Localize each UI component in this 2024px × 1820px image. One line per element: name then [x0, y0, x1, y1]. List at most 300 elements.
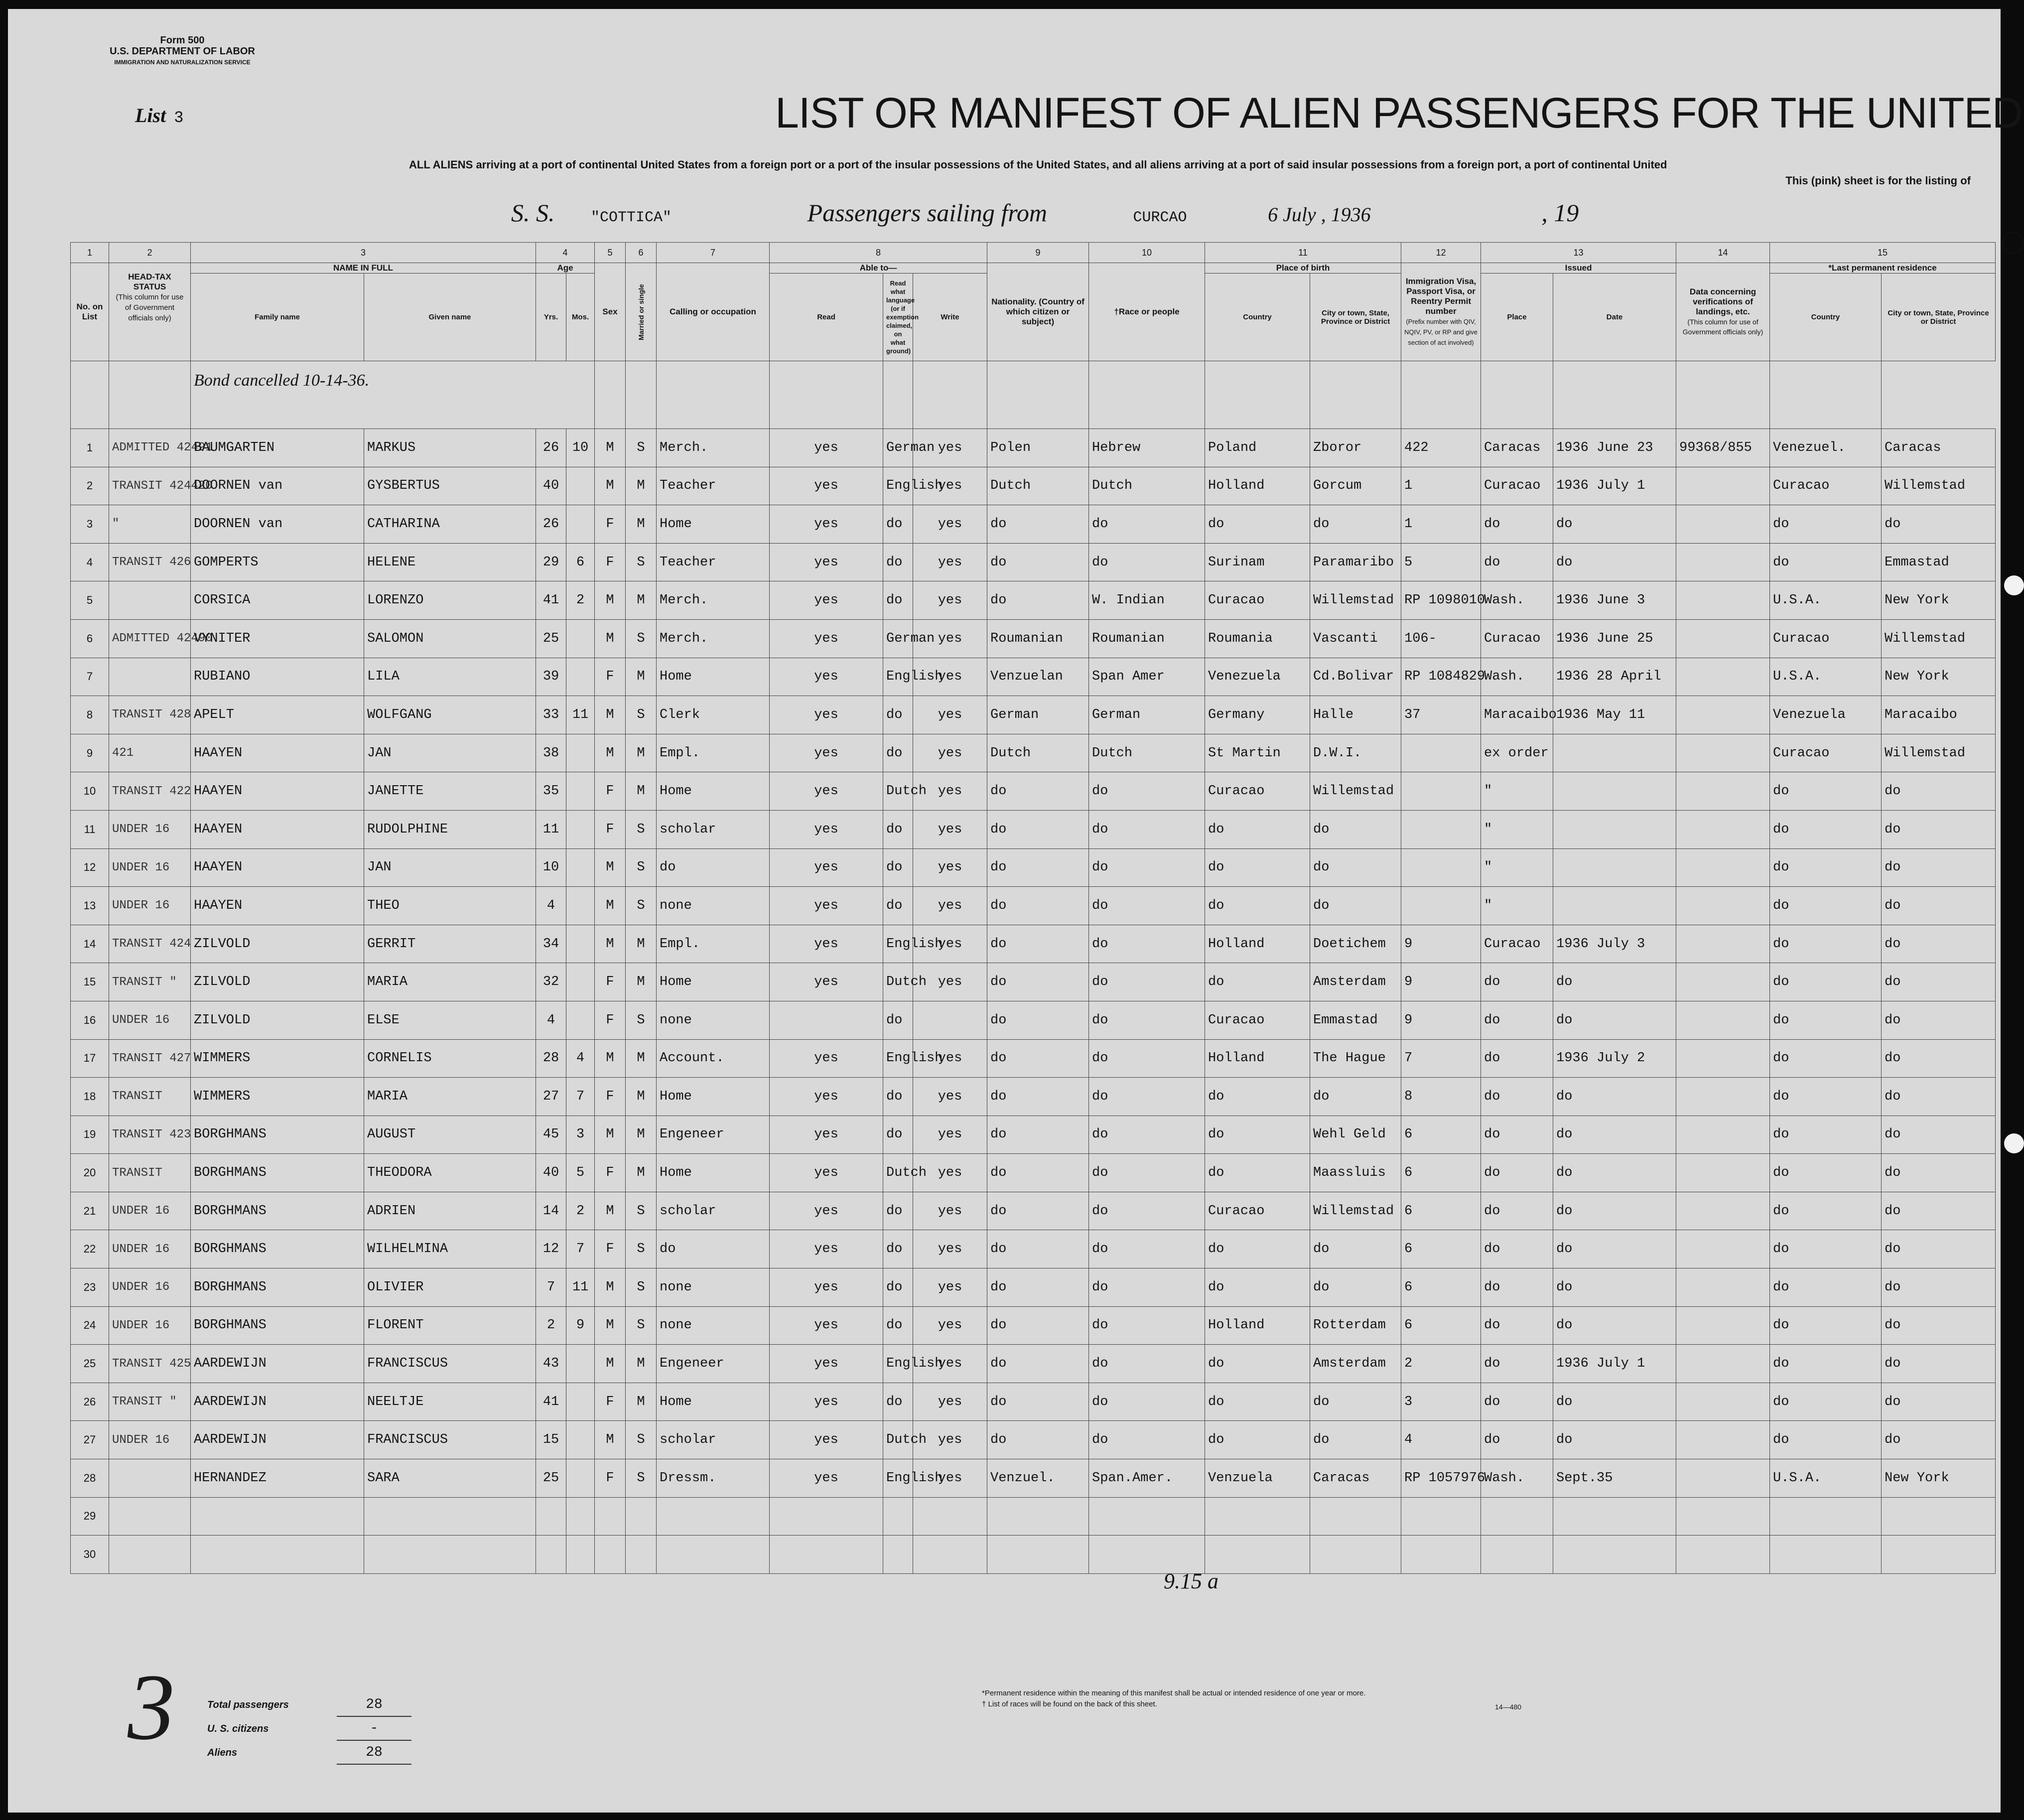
given-name: NEELTJE — [364, 1383, 536, 1421]
issued-date — [1553, 772, 1676, 811]
passenger-row — [71, 429, 1996, 467]
visa-number: 6 — [1401, 1306, 1481, 1345]
nationality: do — [987, 1078, 1089, 1116]
birth-city: Willemstad — [1310, 1192, 1401, 1230]
birth-city: do — [1310, 887, 1401, 925]
pink-sheet-note: This (pink) sheet is for the listing of — [1785, 174, 1971, 187]
issued-place: " — [1481, 810, 1553, 848]
visa-number: 1 — [1401, 505, 1481, 544]
issued-place: do — [1481, 1383, 1553, 1421]
residence-city: do — [1882, 1345, 1996, 1383]
col-num: 5 — [595, 243, 626, 263]
residence-country: do — [1770, 1154, 1882, 1192]
landing-data — [1676, 734, 1770, 772]
visa-number — [1401, 887, 1481, 925]
binder-hole — [2002, 232, 2024, 254]
passenger-row — [71, 1192, 1996, 1230]
col-num: 9 — [987, 243, 1089, 263]
race: do — [1089, 963, 1205, 1001]
visa-number: 6 — [1401, 1116, 1481, 1154]
given-name: WOLFGANG — [364, 696, 536, 734]
visa-note: (Prefix number with QIV, NQIV, PV, or RP and give section of act involved) — [1404, 317, 1478, 346]
visa-number: 3 — [1401, 1383, 1481, 1421]
head-tax-status — [109, 581, 191, 620]
race — [1089, 1536, 1205, 1574]
residence-country: Venezuel. — [1770, 429, 1882, 467]
sex: F — [595, 963, 626, 1001]
read-language: do — [883, 505, 913, 544]
given-name: SALOMON — [364, 619, 536, 658]
residence-country: do — [1770, 1268, 1882, 1307]
passenger-row — [71, 772, 1996, 811]
aliens-label: Aliens — [207, 1747, 238, 1758]
family-name: AARDEWIJN — [191, 1345, 364, 1383]
birth-city: do — [1310, 1078, 1401, 1116]
can-read: yes — [770, 1421, 883, 1459]
age-years: 10 — [536, 848, 566, 887]
given-name: CATHARINA — [364, 505, 536, 544]
visa-number: 9 — [1401, 925, 1481, 963]
nationality: Dutch — [987, 467, 1089, 505]
sex: F — [595, 1001, 626, 1039]
list-label: List — [135, 104, 166, 127]
can-write: yes — [913, 505, 987, 544]
read-language: do — [883, 1001, 913, 1039]
birth-country: do — [1205, 810, 1310, 848]
issued-date — [1553, 1497, 1676, 1536]
head-tax-status: UNDER 16 — [109, 848, 191, 887]
age-years: 7 — [536, 1268, 566, 1307]
landing-data — [1676, 1345, 1770, 1383]
occupation: Engeneer — [657, 1345, 770, 1383]
col-num: 4 — [536, 243, 595, 263]
issued-date: 1936 June 3 — [1553, 581, 1676, 620]
visa-number: 6 — [1401, 1268, 1481, 1307]
row-number: 10 — [71, 772, 109, 811]
passenger-row — [71, 1154, 1996, 1192]
passenger-row — [71, 1306, 1996, 1345]
race: W. Indian — [1089, 581, 1205, 620]
landing-data — [1676, 1154, 1770, 1192]
marital-status: S — [626, 619, 657, 658]
visa-number: 6 — [1401, 1192, 1481, 1230]
can-read: yes — [770, 1383, 883, 1421]
family-name: AARDEWIJN — [191, 1383, 364, 1421]
sex: F — [595, 505, 626, 544]
issued-place: " — [1481, 887, 1553, 925]
age-years — [536, 1536, 566, 1574]
can-write: yes — [913, 1192, 987, 1230]
can-write: yes — [913, 1459, 987, 1498]
landing-data — [1676, 1306, 1770, 1345]
can-read: yes — [770, 696, 883, 734]
age-months — [566, 619, 595, 658]
head-tax-status: ADMITTED 42490 — [109, 619, 191, 658]
read-language: Dutch — [883, 1154, 913, 1192]
can-read: yes — [770, 887, 883, 925]
age-months: 10 — [566, 429, 595, 467]
marital-status: M — [626, 734, 657, 772]
read-language: do — [883, 696, 913, 734]
issued-date: do — [1553, 1116, 1676, 1154]
issued-place: " — [1481, 848, 1553, 887]
given-name: RUDOLPHINE — [364, 810, 536, 848]
page-title: LIST OR MANIFEST OF ALIEN PASSENGERS FOR THE UNITED — [775, 89, 2023, 137]
can-read: yes — [770, 1306, 883, 1345]
passenger-table — [70, 242, 1996, 1574]
occupation: Home — [657, 772, 770, 811]
age-years: 39 — [536, 658, 566, 696]
can-read: yes — [770, 848, 883, 887]
can-write — [913, 1536, 987, 1574]
birth-country: Poland — [1205, 429, 1310, 467]
can-write: yes — [913, 429, 987, 467]
head-tax-status: UNDER 16 — [109, 1306, 191, 1345]
birth-city: do — [1310, 848, 1401, 887]
read-language: Dutch — [883, 772, 913, 811]
occupation: Merch. — [657, 429, 770, 467]
birth-country: do — [1205, 1154, 1310, 1192]
aliens-line — [207, 1741, 411, 1765]
sex: M — [595, 887, 626, 925]
visa-number — [1401, 848, 1481, 887]
can-read: yes — [770, 505, 883, 544]
age-years: 29 — [536, 543, 566, 581]
can-read: yes — [770, 963, 883, 1001]
visa-number: 4 — [1401, 1421, 1481, 1459]
passenger-rows — [71, 429, 1996, 1574]
landing-data — [1676, 1383, 1770, 1421]
nationality: do — [987, 1230, 1089, 1268]
race: Roumanian — [1089, 619, 1205, 658]
issued-place: do — [1481, 1230, 1553, 1268]
race — [1089, 1497, 1205, 1536]
age-years: 32 — [536, 963, 566, 1001]
given-name: WILHELMINA — [364, 1230, 536, 1268]
age-months — [566, 772, 595, 811]
birth-country: Curacao — [1205, 581, 1310, 620]
family-name: BORGHMANS — [191, 1154, 364, 1192]
passenger-row — [71, 963, 1996, 1001]
birth-city: Paramaribo — [1310, 543, 1401, 581]
issued-place: do — [1481, 1421, 1553, 1459]
birth-country: do — [1205, 1230, 1310, 1268]
department-name: U.S. DEPARTMENT OF LABOR — [110, 46, 255, 57]
ship-name: "COTTICA" — [591, 209, 672, 226]
header-birth-city: City or town, State, Province or District — [1310, 274, 1401, 361]
age-years: 45 — [536, 1116, 566, 1154]
race: do — [1089, 1001, 1205, 1039]
given-name: FRANCISCUS — [364, 1345, 536, 1383]
passenger-row — [71, 1536, 1996, 1574]
issued-date — [1553, 887, 1676, 925]
subtitle-right — [1785, 158, 1971, 188]
birth-country: Curacao — [1205, 1001, 1310, 1039]
marital-status: M — [626, 581, 657, 620]
us-citizens-label: U. S. citizens — [207, 1723, 269, 1734]
age-months: 4 — [566, 1039, 595, 1078]
race: do — [1089, 925, 1205, 963]
occupation: Empl. — [657, 734, 770, 772]
read-language: do — [883, 734, 913, 772]
race: Span.Amer. — [1089, 1459, 1205, 1498]
footnotes — [982, 1688, 1365, 1710]
birth-city: Amsterdam — [1310, 963, 1401, 1001]
age-months: 2 — [566, 1192, 595, 1230]
race: do — [1089, 543, 1205, 581]
landing-data — [1676, 1001, 1770, 1039]
issued-date: do — [1553, 963, 1676, 1001]
issued-date: do — [1553, 1001, 1676, 1039]
head-tax-status — [109, 1459, 191, 1498]
marital-status: M — [626, 1039, 657, 1078]
row-number: 13 — [71, 887, 109, 925]
nationality: do — [987, 581, 1089, 620]
residence-country: do — [1770, 1001, 1882, 1039]
head-tax-status: TRANSIT 425 — [109, 1345, 191, 1383]
race: do — [1089, 1383, 1205, 1421]
nationality: Venzuelan — [987, 658, 1089, 696]
visa-number: RP 1084829 — [1401, 658, 1481, 696]
visa-number — [1401, 772, 1481, 811]
age-years: 33 — [536, 696, 566, 734]
occupation: Home — [657, 505, 770, 544]
family-name: BORGHMANS — [191, 1230, 364, 1268]
issued-place: do — [1481, 1345, 1553, 1383]
family-name: ZILVOLD — [191, 1001, 364, 1039]
age-years: 38 — [536, 734, 566, 772]
residence-city: do — [1882, 505, 1996, 544]
passenger-row — [71, 887, 1996, 925]
row-number: 18 — [71, 1078, 109, 1116]
issued-place: Caracas — [1481, 429, 1553, 467]
can-read: yes — [770, 925, 883, 963]
residence-country: do — [1770, 963, 1882, 1001]
occupation: Teacher — [657, 467, 770, 505]
age-months: 2 — [566, 581, 595, 620]
annotation-row — [71, 361, 1996, 429]
issued-place: do — [1481, 1039, 1553, 1078]
col-num: 15 — [1770, 243, 1996, 263]
can-read: yes — [770, 1039, 883, 1078]
given-name: MARIA — [364, 1078, 536, 1116]
landing-data — [1676, 963, 1770, 1001]
can-write: yes — [913, 1116, 987, 1154]
col-num: 14 — [1676, 243, 1770, 263]
family-name: ZILVOLD — [191, 963, 364, 1001]
age-months: 6 — [566, 543, 595, 581]
head-tax-status: ADMITTED 42491 — [109, 429, 191, 467]
passenger-row — [71, 1078, 1996, 1116]
residence-country — [1770, 1536, 1882, 1574]
head-tax-status: UNDER 16 — [109, 1230, 191, 1268]
age-years: 34 — [536, 925, 566, 963]
footnote-residence: *Permanent residence within the meaning of this manifest shall be actual or intended residence of one year or more. — [982, 1689, 1366, 1697]
column-number-row — [71, 243, 1996, 263]
landing-data: 99368/855 — [1676, 429, 1770, 467]
age-years: 4 — [536, 1001, 566, 1039]
race: do — [1089, 1192, 1205, 1230]
sex: F — [595, 1078, 626, 1116]
marital-status: M — [626, 963, 657, 1001]
read-language — [883, 1536, 913, 1574]
passenger-row — [71, 734, 1996, 772]
issued-date: do — [1553, 1268, 1676, 1307]
head-tax-status: UNDER 16 — [109, 1001, 191, 1039]
residence-country: do — [1770, 1039, 1882, 1078]
header-issued-date: Date — [1553, 274, 1676, 361]
service-name: IMMIGRATION AND NATURALIZATION SERVICE — [114, 59, 251, 66]
visa-number: 422 — [1401, 429, 1481, 467]
read-language: do — [883, 1078, 913, 1116]
can-write: yes — [913, 810, 987, 848]
landing-data — [1676, 1116, 1770, 1154]
issued-place: do — [1481, 1306, 1553, 1345]
residence-city: Willemstad — [1882, 734, 1996, 772]
landing-data — [1676, 1459, 1770, 1498]
header-calling: Calling or occupation — [657, 263, 770, 361]
given-name: MARKUS — [364, 429, 536, 467]
visa-number: 1 — [1401, 467, 1481, 505]
residence-country: do — [1770, 1345, 1882, 1383]
ss-label: S. S. — [511, 199, 555, 227]
binder-hole — [2004, 575, 2024, 595]
residence-city: do — [1882, 1001, 1996, 1039]
row-number: 25 — [71, 1345, 109, 1383]
binder-hole — [2004, 1373, 2024, 1393]
departure-port: CURCAO — [1133, 209, 1187, 226]
residence-country: U.S.A. — [1770, 658, 1882, 696]
passenger-row — [71, 1383, 1996, 1421]
ship-line — [511, 198, 1579, 227]
can-read: yes — [770, 1230, 883, 1268]
nationality: Roumanian — [987, 619, 1089, 658]
residence-city: Caracas — [1882, 429, 1996, 467]
occupation — [657, 1536, 770, 1574]
row-number: 14 — [71, 925, 109, 963]
head-tax-status: UNDER 16 — [109, 810, 191, 848]
residence-country: Venezuela — [1770, 696, 1882, 734]
can-write: yes — [913, 848, 987, 887]
visa-number: RP 1057976 — [1401, 1459, 1481, 1498]
passenger-row — [71, 1001, 1996, 1039]
race: do — [1089, 505, 1205, 544]
row-number: 26 — [71, 1383, 109, 1421]
issued-place: do — [1481, 963, 1553, 1001]
sex: M — [595, 619, 626, 658]
issued-date: do — [1553, 543, 1676, 581]
residence-country: do — [1770, 1078, 1882, 1116]
visa-number: 37 — [1401, 696, 1481, 734]
can-write: yes — [913, 467, 987, 505]
issued-date — [1553, 1536, 1676, 1574]
sex: M — [595, 1268, 626, 1307]
issued-place: Curacao — [1481, 925, 1553, 963]
sex: F — [595, 543, 626, 581]
row-number: 5 — [71, 581, 109, 620]
header-age: Age — [536, 263, 595, 274]
marital-status: M — [626, 1383, 657, 1421]
form-code: 14—480 — [1495, 1703, 1521, 1711]
race: do — [1089, 848, 1205, 887]
given-name: JANETTE — [364, 772, 536, 811]
visa-number — [1401, 1536, 1481, 1574]
head-tax-status: TRANSIT 422 — [109, 772, 191, 811]
residence-city: do — [1882, 1078, 1996, 1116]
header-place-of-birth: Place of birth — [1205, 263, 1401, 274]
marital-status: S — [626, 1001, 657, 1039]
can-read: yes — [770, 1154, 883, 1192]
race: do — [1089, 1345, 1205, 1383]
row-number: 4 — [71, 543, 109, 581]
issued-place: Maracaibo — [1481, 696, 1553, 734]
family-name: ZILVOLD — [191, 925, 364, 963]
header-given-name: Given name — [364, 274, 536, 361]
row-number: 12 — [71, 848, 109, 887]
issued-date: do — [1553, 1306, 1676, 1345]
residence-city: do — [1882, 1039, 1996, 1078]
issued-place: do — [1481, 1192, 1553, 1230]
race: do — [1089, 1039, 1205, 1078]
birth-city — [1310, 1536, 1401, 1574]
sex: M — [595, 1306, 626, 1345]
race: do — [1089, 772, 1205, 811]
nationality: do — [987, 1001, 1089, 1039]
issued-place: do — [1481, 1001, 1553, 1039]
row-number: 1 — [71, 429, 109, 467]
sex: M — [595, 1192, 626, 1230]
issued-date: 1936 June 23 — [1553, 429, 1676, 467]
passenger-row — [71, 619, 1996, 658]
birth-city: D.W.I. — [1310, 734, 1401, 772]
age-months: 5 — [566, 1154, 595, 1192]
total-passengers-label: Total passengers — [207, 1699, 289, 1710]
passenger-row — [71, 581, 1996, 620]
passenger-row — [71, 1345, 1996, 1383]
family-name: BORGHMANS — [191, 1192, 364, 1230]
row-number: 15 — [71, 963, 109, 1001]
residence-country — [1770, 1497, 1882, 1536]
row-number: 27 — [71, 1421, 109, 1459]
given-name: THEO — [364, 887, 536, 925]
given-name: ELSE — [364, 1001, 536, 1039]
sex: F — [595, 1154, 626, 1192]
birth-country — [1205, 1536, 1310, 1574]
can-write: yes — [913, 925, 987, 963]
sex: M — [595, 429, 626, 467]
residence-country: do — [1770, 1230, 1882, 1268]
nationality: do — [987, 848, 1089, 887]
occupation: Dressm. — [657, 1459, 770, 1498]
us-citizens-line — [207, 1717, 411, 1741]
residence-country: do — [1770, 1192, 1882, 1230]
occupation: Home — [657, 963, 770, 1001]
read-language: do — [883, 543, 913, 581]
passenger-row — [71, 1116, 1996, 1154]
row-number: 21 — [71, 1192, 109, 1230]
landing-data — [1676, 848, 1770, 887]
visa-number — [1401, 810, 1481, 848]
sex: M — [595, 1039, 626, 1078]
issued-place: do — [1481, 505, 1553, 544]
row-number: 24 — [71, 1306, 109, 1345]
sailing-label: Passengers sailing from — [807, 199, 1048, 227]
birth-city: do — [1310, 505, 1401, 544]
family-name — [191, 1536, 364, 1574]
nationality: do — [987, 1116, 1089, 1154]
family-name: AARDEWIJN — [191, 1421, 364, 1459]
visa-number — [1401, 734, 1481, 772]
